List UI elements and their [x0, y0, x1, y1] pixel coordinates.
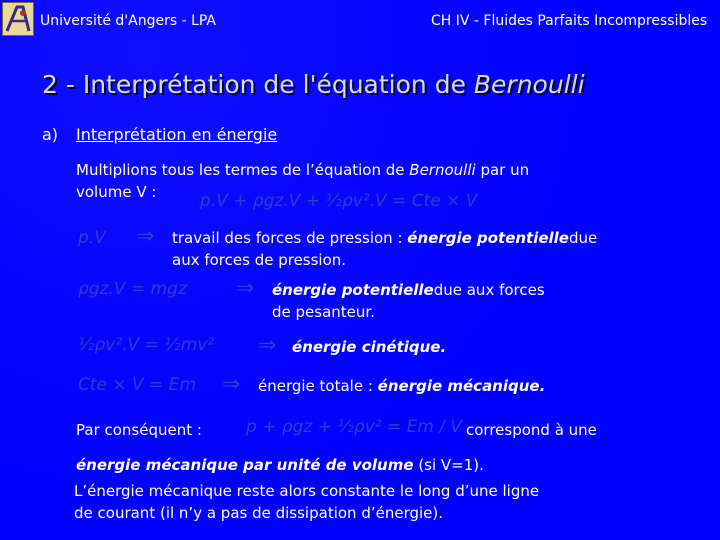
intro-line2: volume V : [76, 183, 157, 201]
conclusion-rest: (si V=1). [418, 456, 484, 474]
kinetic-text: énergie cinétique. [292, 338, 447, 356]
conclusion-lead: Par conséquent : [76, 421, 202, 439]
intro-name: Bernoulli [409, 161, 476, 179]
pressure-text-b: énergie potentielle [407, 229, 569, 247]
conclusion-corresponds: correspond à une [466, 421, 597, 439]
formula-main: p.V + ρgz.V + ½ρv².V = Cte × V [200, 191, 478, 211]
implies-arrow-1: ⇒ [136, 224, 155, 249]
gravity-text-b: due aux forces [433, 281, 545, 299]
title-name: Bernoulli [473, 70, 585, 99]
intro-text-a: Multiplions tous les termes de l’équation de [76, 161, 410, 179]
header-right: CH IV - Fluides Parfaits Incompressibles [431, 13, 708, 29]
university-logo [2, 2, 34, 36]
header-left: Université d'Angers - LPA [40, 13, 217, 29]
conclusion-para1: L’énergie mécanique reste alors constante le long d’une ligne [74, 482, 540, 500]
total-text-a: énergie totale : [258, 377, 378, 395]
formula-energy-density: p + ρgz + ½ρv² = Em / V [246, 417, 463, 437]
total-line [258, 377, 545, 395]
conclusion-para2: de courant (il n’y a pas de dissipation d’énergie). [74, 504, 444, 522]
conclusion-bold: énergie mécanique par unité de volume [76, 456, 414, 474]
page-title [42, 70, 585, 99]
pressure-text-c: due [569, 229, 598, 247]
formula-pv: p.V [78, 228, 106, 248]
section-heading [76, 125, 277, 144]
section-label: Interprétation en énergie [76, 125, 278, 144]
implies-arrow-3: ⇒ [258, 333, 277, 358]
pressure-text-a: travail des forces de pression : [172, 229, 408, 247]
section-marker: a) [42, 125, 59, 144]
gravity-line2: de pesanteur. [272, 303, 375, 321]
pressure-line2: aux forces de pression. [172, 251, 347, 269]
intro-text-b: par un [475, 161, 530, 179]
title-prefix: 2 - Interprétation de l'équation de [42, 70, 474, 99]
gravity-text-a: énergie potentielle [272, 281, 434, 299]
formula-gravity: ρgz.V = mgz [78, 279, 187, 299]
formula-kinetic: ½ρv².V = ½mv² [78, 335, 215, 355]
total-text-b: énergie mécanique. [377, 377, 546, 395]
implies-arrow-2: ⇒ [236, 276, 255, 301]
implies-arrow-4: ⇒ [222, 372, 241, 397]
pressure-line1 [172, 229, 597, 247]
gravity-line1 [272, 281, 545, 299]
formula-total: Cte × V = Em [78, 375, 197, 395]
intro-line1 [76, 161, 529, 179]
conclusion-energy-line [76, 456, 484, 474]
